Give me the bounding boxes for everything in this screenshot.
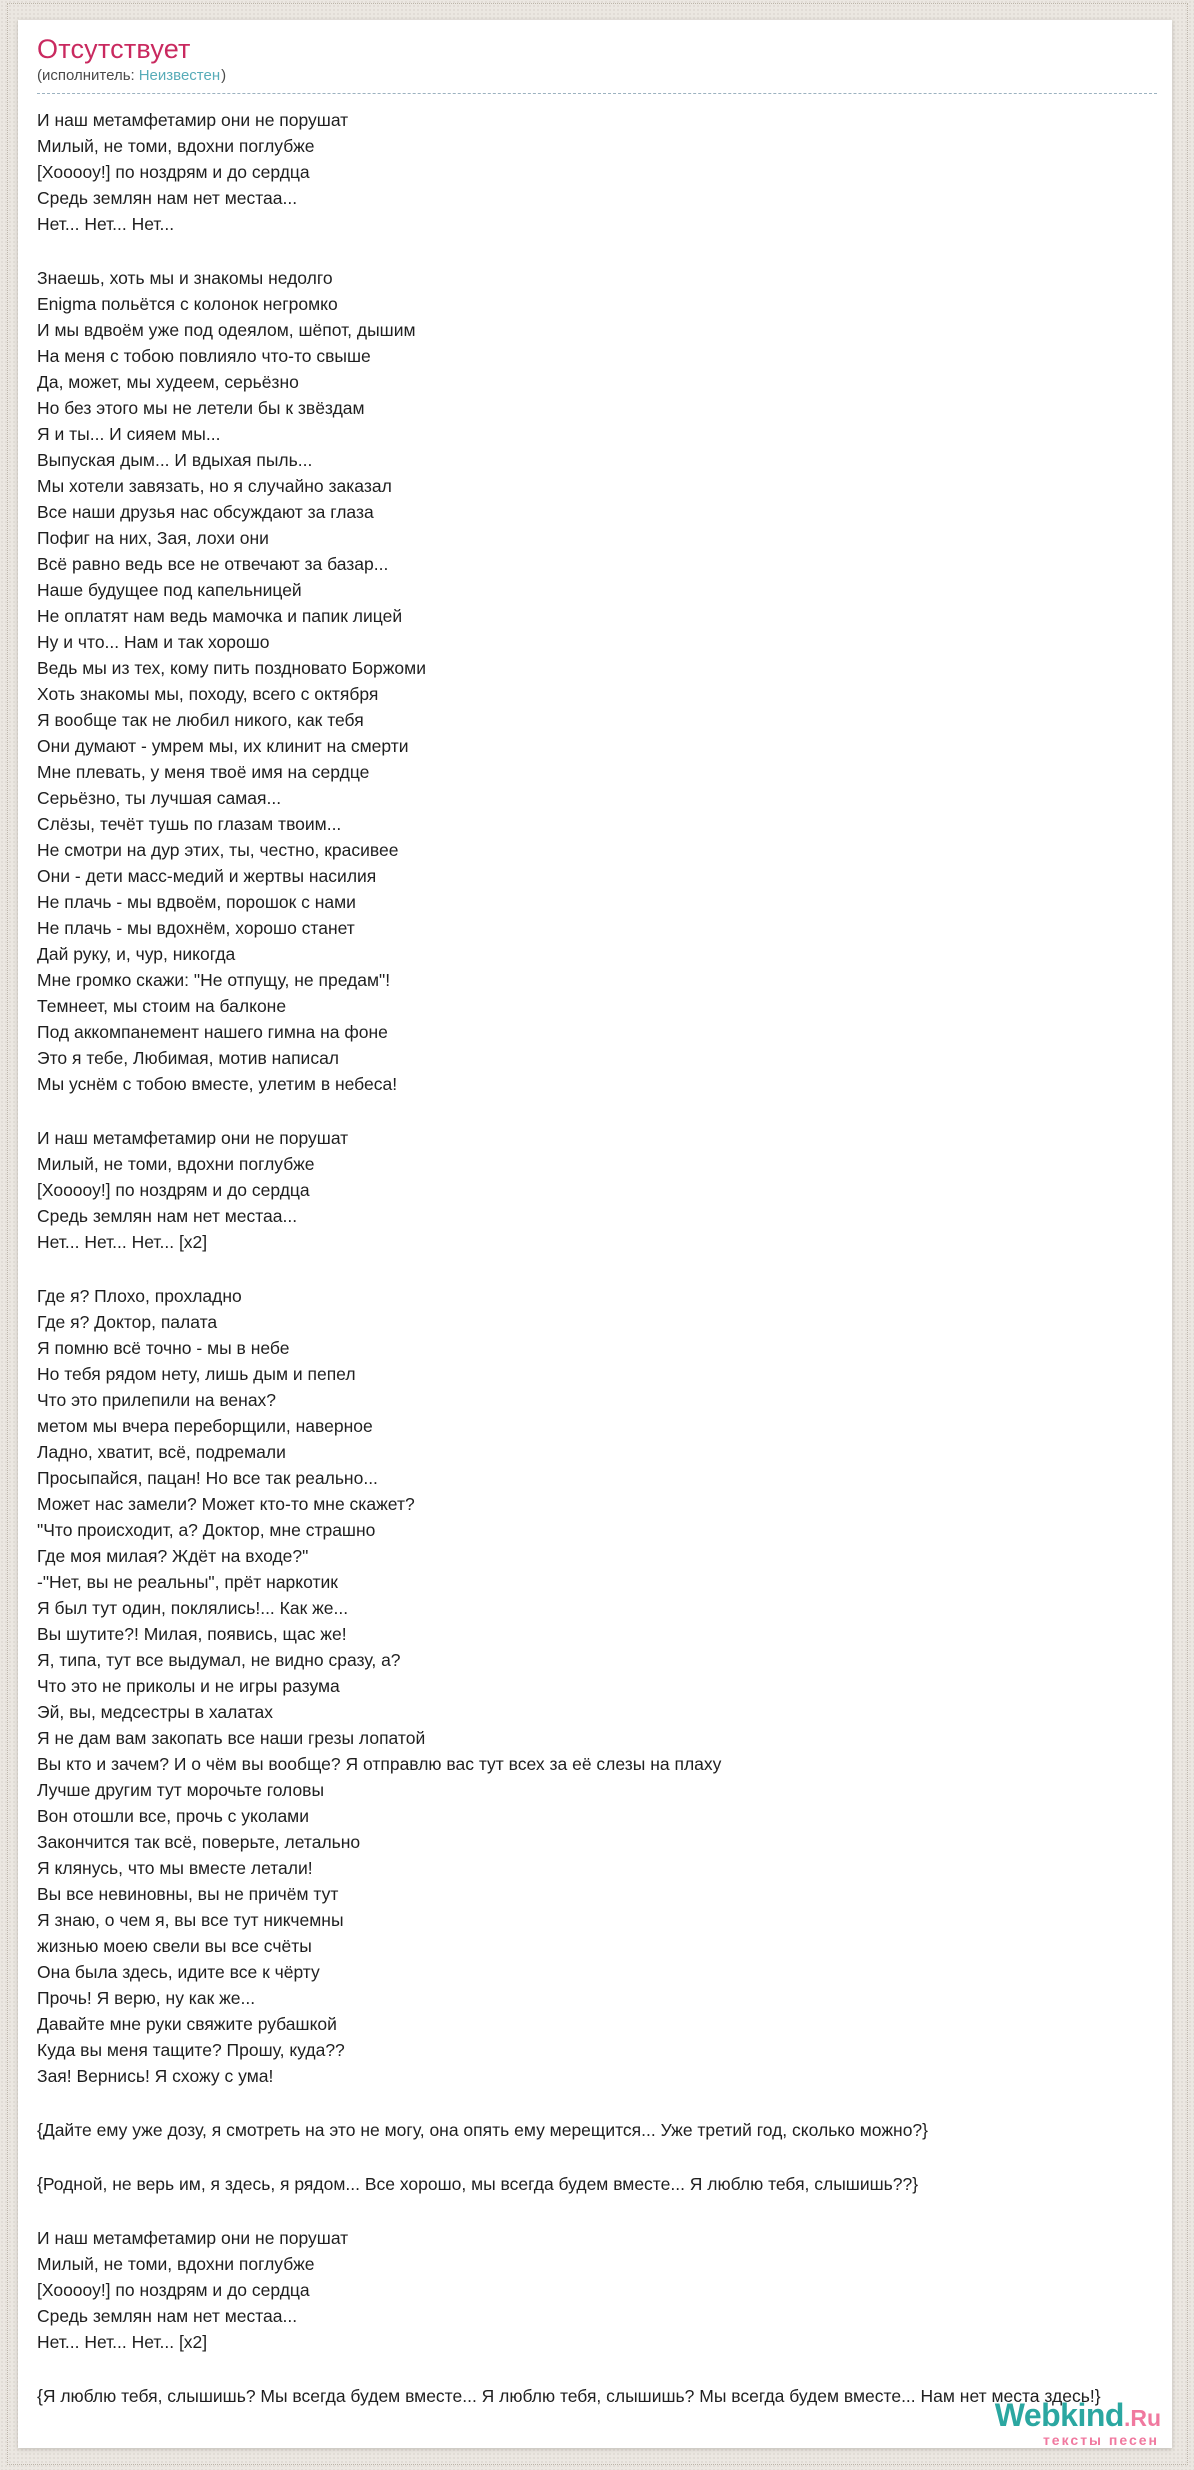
lyrics-stanza: {Дайте ему уже дозу, я смотреть на это не могу, она опять ему мерещится... Уже третий год, сколько можно?}: [37, 2120, 929, 2140]
webkind-logo-text: Webkind: [994, 2397, 1124, 2433]
lyrics-stanza: Знаешь, хоть мы и знакомы недолго Enigma польётся с колонок негромко И мы вдвоём уже под одеялом, шёпот, дышим На меня с тобою повлияло что-то свыше Да, может, мы худеем, серьёзно Но без этого мы не летели бы к звёздам Я и ты... И сияем мы... Выпуская дым... И вдыхая пыль... Мы хотели завязать, но я случайно заказал Все наши друзья нас обсуждают за глаза Пофиг на них, Зая, лохи они Всё равно ведь все не отвечают за базар... Наше будущее под капельницей Не оплатят нам ведь мамочка и папик лицей Ну и что... Нам и так хорошо Ведь мы из тех, кому пить поздновато Боржоми Хоть знакомы мы, походу, всего с октября Я вообще так не любил никого, как тебя Они думают - умрем мы, их клинит на смерти Мне плевать, у меня твоё имя на сердце Серьёзно, ты лучшая самая... Слёзы, течёт тушь по глазам твоим... Не смотри на дур этих, ты, честно, красивее Они - дети масс-медий и жертвы насилия Не плачь - мы вдвоём, порошок с нами Не плачь - мы вдохнём, хорошо станет Дай руку, и, чур, никогда Мне громко скажи: "Не отпущу, не предам"! Темнеет, мы стоим на балконе Под аккомпанемент нашего гимна на фоне Это я тебе, Любимая, мотив написал Мы уснём с тобою вместе, улетим в небеса!: [37, 268, 426, 1094]
lyrics-stanza: {Я люблю тебя, слышишь? Мы всегда будем вместе... Я люблю тебя, слышишь? Мы всегда будем вместе... Нам нет места здесь!}: [37, 2386, 1101, 2406]
webkind-logo-domain: .Ru: [1123, 2405, 1161, 2431]
webkind-wordmark: [995, 2399, 1161, 2431]
song-title: Отсутствует: [37, 34, 191, 64]
lyrics-stanza: И наш метамфетамир они не порушат Милый, не томи, вдохни поглубже [Хооооу!] по ноздрям и до сердца Средь землян нам нет местаа... Нет... Нет... Нет... [х2]: [37, 2228, 349, 2352]
lyrics-card: [18, 20, 1172, 2448]
lyrics-stanza: {Родной, не верь им, я здесь, я рядом... Все хорошо, мы всегда будем вместе... Я люблю тебя, слышишь??}: [37, 2174, 919, 2194]
webkind-logo-tagline: тексты песен: [1042, 2432, 1159, 2448]
artist-label-suffix: ): [221, 67, 227, 84]
artist-label: (исполнитель:: [37, 67, 135, 84]
lyrics-stanza: И наш метамфетамир они не порушат Милый, не томи, вдохни поглубже [Хооооу!] по ноздрям и до сердца Средь землян нам нет местаа... Нет... Нет... Нет... [х2]: [37, 1128, 349, 1252]
artist-line: [37, 67, 1157, 85]
lyrics-stanza: И наш метамфетамир они не порушат Милый, не томи, вдохни поглубже [Хооооу!] по ноздрям и до сердца Средь землян нам нет местаа... Нет... Нет... Нет...: [37, 110, 349, 234]
dashed-separator: [37, 93, 1157, 94]
lyrics-text: [37, 107, 1155, 2409]
lyrics-stanza: Где я? Плохо, прохладно Где я? Доктор, палата Я помню всё точно - мы в небе Но тебя рядом нету, лишь дым и пепел Что это прилепили на венах? метом мы вчера переборщили, наверное Ладно, хватит, всё, подремали Просыпайся, пацан! Но все так реально... Может нас замели? Может кто-то мне скажет? "Что происходит, а? Доктор, мне страшно Где моя милая? Ждёт на входе?" -"Нет, вы не реальны", прёт наркотик Я был тут один, поклялись!... Как же... Вы шутите?! Милая, появись, щас же! Я, типа, тут все выдумал, не видно сразу, а? Что это не приколы и не игры разума Эй, вы, медсестры в халатах Я не дам вам закопать все наши грезы лопатой Вы кто и зачем? И о чём вы вообще? Я отправлю вас тут всех за её слезы на плаху Лучше другим тут морочьте головы Вон отошли все, прочь с уколами Закончится так всё, поверьте, летально Я клянусь, что мы вместе летали! Вы все невиновны, вы не причём тут Я знаю, о чем я, вы все тут никчемны жизнью моею свели вы все счёты Она была здесь, идите все к чёрту Прочь! Я верю, ну как же... Давайте мне руки свяжите рубашкой Куда вы меня тащите? Прошу, куда?? Зая! Вернись! Я схожу с ума!: [37, 1286, 722, 2086]
artist-link[interactable]: Неизвестен: [138, 67, 221, 84]
webkind-logo[interactable]: [995, 2399, 1161, 2447]
